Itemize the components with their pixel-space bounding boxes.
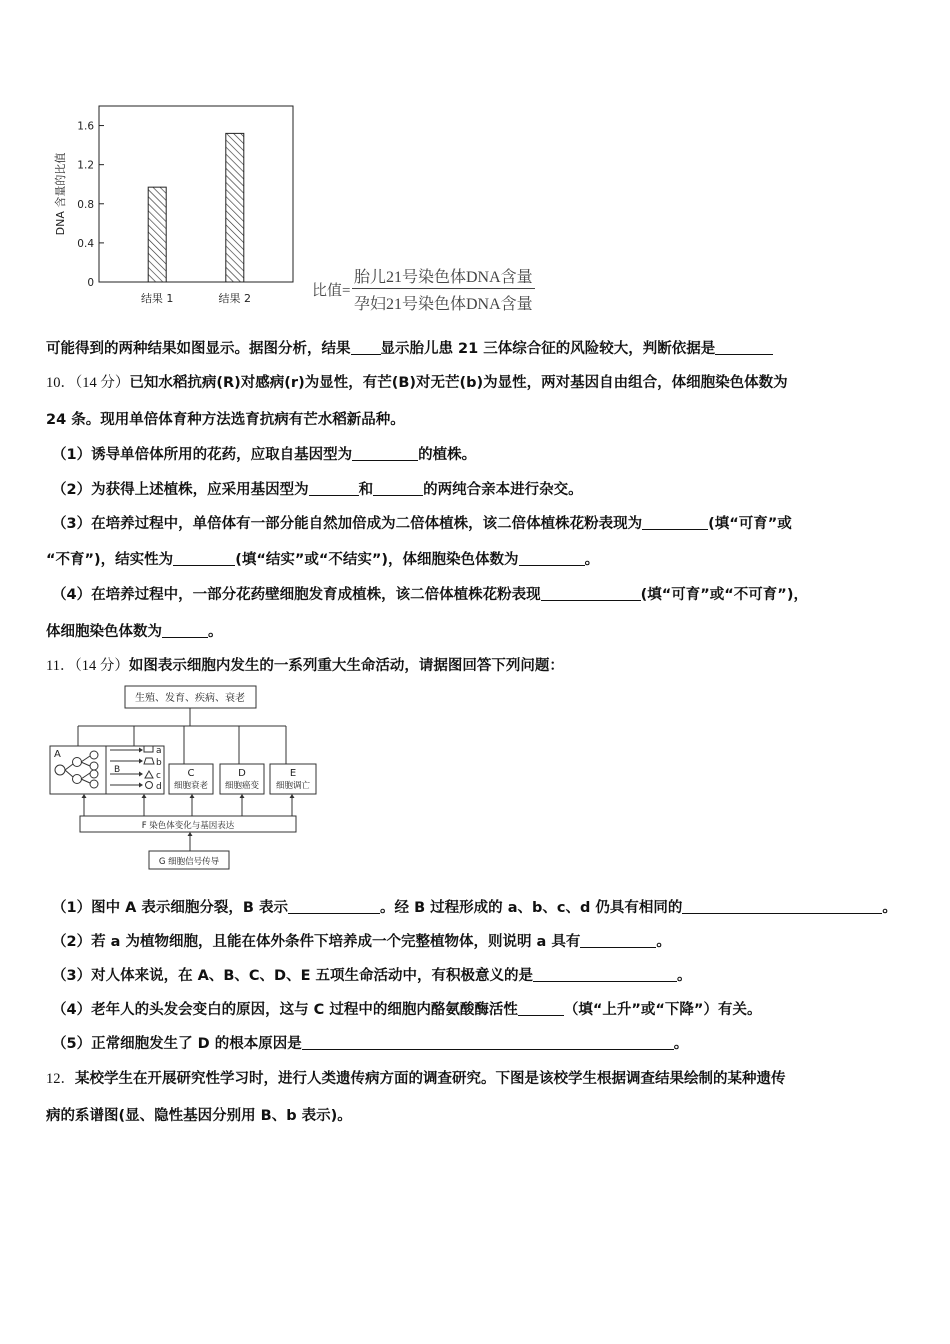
diagram-label-b: B: [114, 765, 121, 775]
q10-stem-1: 10．（14 分）已知水稻抗病(R)对感病(r)为显性，有芒(B)对无芒(b)为显性，两对基因自由组合，体细胞染色体数为: [46, 375, 788, 391]
q10-part-2: （2）为获得上述植株，应采用基因型为 和 的两纯合亲本进行杂交。: [52, 482, 583, 498]
q12-stem-1: 12．某校学生在开展研究性学习时，进行人类遗传病方面的调查研究。下图是该校学生根据调查结果绘制的某种遗传: [46, 1071, 786, 1087]
diagram-cell-d: d: [156, 782, 162, 792]
diagram-d-label: 细胞癌变: [224, 781, 260, 791]
q11-blank-6[interactable]: [302, 1035, 674, 1050]
bar-2: [226, 133, 244, 282]
diagram-c-letter: C: [187, 768, 195, 779]
y-tick-label: 0: [87, 277, 94, 289]
diagram-label-a: A: [54, 749, 61, 760]
plot-frame: [99, 106, 293, 282]
q11-part-3: （3）对人体来说，在 A、B、C、D、E 五项生命活动中，有积极意义的是 。: [52, 968, 692, 984]
diagram-top-box: 生殖、发育、疾病、衰老: [135, 693, 245, 704]
x-category-label: 结果 2: [218, 292, 252, 305]
q11-stem: 11．（14 分）如图表示细胞内发生的一系列重大生命活动，请据图回答下列问题：: [46, 658, 564, 674]
diagram-e-label: 细胞调亡: [275, 781, 311, 791]
q10-blank-8[interactable]: [162, 623, 208, 638]
diagram-d-letter: D: [238, 768, 246, 779]
q10-blank-7[interactable]: [541, 586, 641, 601]
diagram-e-letter: E: [289, 768, 297, 779]
y-axis-label: DNA 含量的比值: [54, 152, 67, 236]
q9-result-line: 可能得到的两种结果如图显示。据图分析，结果 显示胎儿患 21 三体综合征的风险较大，判断依据是: [46, 337, 914, 358]
q10-blank-5[interactable]: [173, 551, 235, 566]
q10-blank-4[interactable]: [642, 515, 708, 530]
q11-blank-5[interactable]: [518, 1001, 564, 1016]
q9-blank-1[interactable]: [351, 340, 381, 355]
q11-part-1: （1）图中 A 表示细胞分裂，B 表示 。经 B 过程形成的 a、b、c、d 仍具有相同的 。: [52, 900, 897, 916]
q11-part-2: （2）若 a 为植物细胞，且能在体外条件下培养成一个完整植物体，则说明 a 具有 。: [52, 934, 671, 950]
q11-blank-4[interactable]: [533, 967, 677, 982]
q10-blank-2[interactable]: [309, 481, 359, 496]
q10-blank-3[interactable]: [373, 481, 423, 496]
q10-part-1: （1）诱导单倍体所用的花药，应取自基因型为 的植株。: [52, 447, 477, 463]
q11-part-5: （5）正常细胞发生了 D 的根本原因是 。: [52, 1036, 689, 1052]
q12-stem-2: 病的系谱图(显、隐性基因分别用 B、b 表示)。: [46, 1108, 352, 1124]
y-tick-label: 1.2: [77, 159, 94, 172]
q11-blank-2[interactable]: [682, 899, 882, 914]
q10-part-3-cont: “不育”)，结实性为 (填“结实”或“不结实”)，体细胞染色体数为 。: [46, 552, 600, 568]
y-tick-label: 1.6: [77, 120, 94, 133]
cell-life-activity-diagram: [44, 684, 324, 874]
formula-prefix: 比值=: [312, 283, 351, 299]
formula-denominator: 孕妇21号染色体DNA含量: [354, 296, 533, 313]
q10-part-3: （3）在培养过程中，单倍体有一部分能自然加倍成为二倍体植株，该二倍体植株花粉表现为 (填“可育”或: [52, 516, 792, 532]
diagram-cell-b: b: [156, 758, 162, 768]
q11-part-4: （4）老年人的头发会变白的原因，这与 C 过程中的细胞内酪氨酸酶活性 （填“上升”或“下降”）有关。: [52, 1002, 762, 1018]
y-tick-label: 0.4: [77, 237, 94, 250]
diagram-g-box: G 细胞信号传导: [158, 857, 220, 867]
q10-blank-6[interactable]: [519, 551, 585, 566]
q9-blank-2[interactable]: [715, 340, 773, 355]
diagram-cell-a: a: [156, 746, 162, 756]
y-tick-label: 0.8: [77, 198, 94, 211]
diagram-f-box: F 染色体变化与基因表达: [141, 821, 235, 831]
q11-blank-3[interactable]: [580, 933, 656, 948]
bar-1: [148, 187, 166, 282]
q10-part-4: （4）在培养过程中，一部分花药壁细胞发育成植株，该二倍体植株花粉表现 (填“可育”或“不可育”)，: [52, 587, 808, 603]
diagram-cell-c: c: [156, 771, 161, 781]
q10-blank-1[interactable]: [352, 446, 418, 461]
dna-ratio-bar-chart: [40, 96, 310, 314]
q11-blank-1[interactable]: [288, 899, 380, 914]
diagram-c-label: 细胞衰老: [173, 781, 209, 791]
x-category-label: 结果 1: [140, 292, 174, 305]
q10-stem-2: 24 条。现用单倍体育种方法选育抗病有芒水稻新品种。: [46, 412, 405, 428]
formula-numerator: 胎儿21号染色体DNA含量: [354, 269, 533, 286]
q10-part-4-cont: 体细胞染色体数为 。: [46, 624, 223, 640]
